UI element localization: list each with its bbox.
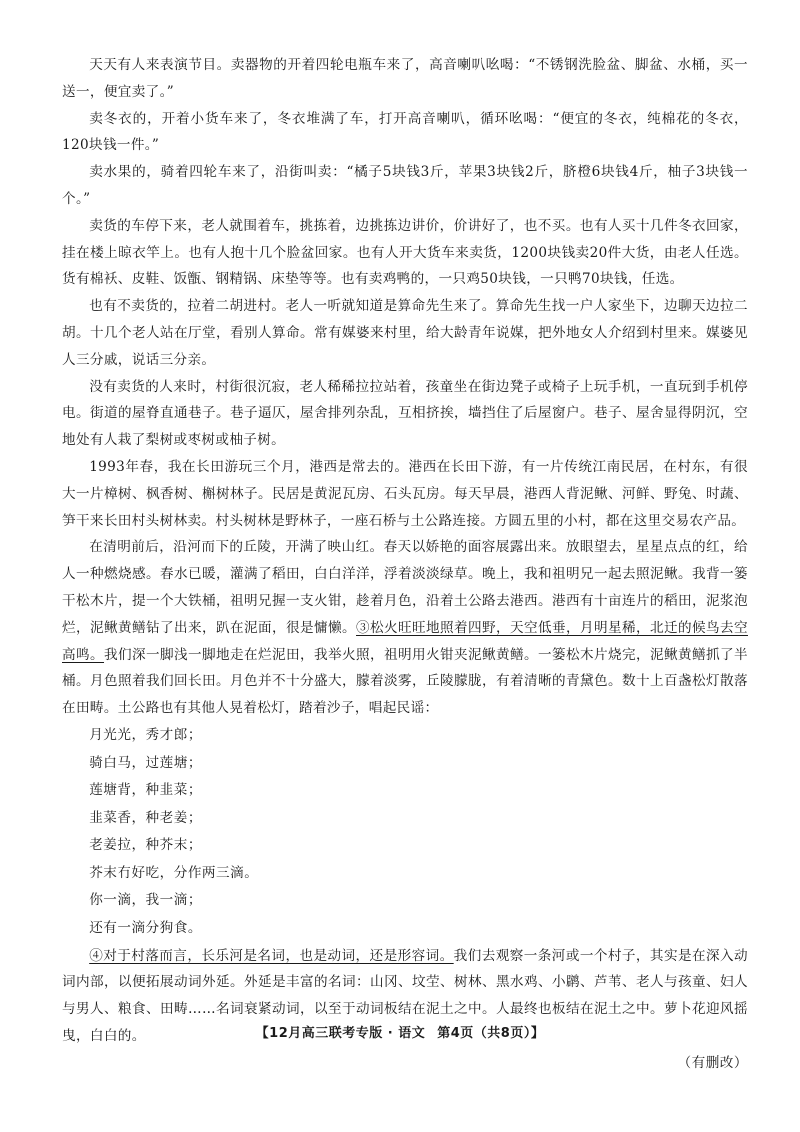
song-line: 你一滴，我一滴；	[89, 892, 202, 909]
song-line: 月光光，秀才郎；	[89, 726, 202, 743]
song-line: 芥末冇好吃，分作两三滴。	[89, 864, 259, 881]
folk-song	[62, 722, 748, 943]
paragraph-7: 1993年春，我在长田游玩三个月，港西是常去的。港西在长田下游，有一片传统江南民居，在村东，有很大一片樟树、枫香树、槲树林子。民居是黄泥瓦房、石头瓦房。每天早晨，港西人背泥鳅、河鲜、野兔、时蔬、笋干来长田村头树林卖。村头树林是野林子，一座石桥与土公路连接。方圆五里的小村，都在这里交易农产品。	[62, 458, 748, 529]
page-footer	[0, 1022, 800, 1041]
source-note: （有删改）	[677, 1054, 748, 1071]
paragraph-4: 卖货的车停下来，老人就围着车，挑拣着，边挑拣边讲价，价讲好了，也不买。也有人买十几件冬衣回家，挂在楼上晾衣竿上。也有人抱十几个脸盆回家。也有人开大货车来卖货，1200块钱卖20件大货，由老人任选。货有棉袄、皮鞋、饭甑、钢精锅、床垫等等。也有卖鸡鸭的，一只鸡50块钱，一只鸭70块钱，任选。	[62, 217, 748, 288]
song-line: 韭菜香，种老姜；	[89, 809, 202, 826]
footer-page-number: 第4页（共8页）】	[437, 1026, 545, 1041]
paragraph-1: 天天有人来表演节目。卖器物的开着四轮电瓶车来了，高音喇叭吆喝：“不锈钢洗脸盆、脚盆、水桶，买一送一，便宜卖了。”	[62, 57, 748, 100]
paragraph-last-text: 我们去观察一条河或一个村子，其实是在深入动词内部，以便拓展动词外延。外延是丰富的名词：山冈、坟茔、树林、黑水鸡、小䴙、芦苇、老人与孩童、妇人与男人、粮食、田畴……名词衰紧动词，以至于动词板结在泥土之中。人最终也板结在泥土之中。萝卜花迎风摇曳，白白的。	[62, 947, 748, 1045]
underlined-sentence-3: ③松火旺旺地照着四野，天空低垂，月明星稀，北迁的候鸟去空高鸣。	[62, 619, 748, 663]
paragraph-8-text-b: 我们深一脚浅一脚地走在烂泥田，我举火照，祖明用火钳夹泥鳅黄鳝。一篓松木片烧完，泥鳅黄鳝抓了半桶。月色照着我们回长田。月色并不十分盛大，朦着淡雾，丘陵朦胧，有着清晰的青黛色。数十上百盏松灯散落在田畴。土公路也有其他人晃着松灯，踏着沙子，唱起民谣：	[62, 646, 748, 717]
underlined-sentence-4: ④对于村落而言，长乐河是名词，也是动词，还是形容词。	[89, 947, 454, 964]
song-line: 还有一滴分狗食。	[89, 920, 202, 937]
song-line: 老姜拉，种芥末；	[89, 837, 202, 854]
song-line: 莲塘背，种韭菜；	[89, 782, 202, 799]
document-page	[62, 52, 748, 1076]
paragraph-2: 卖冬衣的，开着小货车来了，冬衣堆满了车，打开高音喇叭，循环吆喝：“便宜的冬衣，纯棉花的冬衣，120块钱一件。”	[62, 110, 748, 154]
paragraph-6: 没有卖货的人来时，村街很沉寂，老人稀稀拉拉站着，孩童坐在街边凳子或椅子上玩手机，一直玩到手机停电。街道的屋脊直通巷子。巷子逼仄，屋舍排列杂乱，互相挤挨，墙挡住了后屋窗户。巷子、屋舍显得阴沉，空地处有人栽了梨树或枣树或柚子树。	[62, 378, 748, 449]
song-line: 骑白马，过莲塘；	[89, 754, 202, 771]
paragraph-3: 卖水果的，骑着四轮车来了，沿街叫卖：“橘子5块钱3斤，苹果3块钱2斤，脐橙6块钱4斤，柚子3块钱一个。”	[62, 164, 748, 207]
footer-exam-title: 【12月高三联考专版 · 语文	[255, 1026, 426, 1041]
paragraph-5: 也有不卖货的，拉着二胡进村。老人一听就知道是算命先生来了。算命先生找一户人家坐下，边聊天边拉二胡。十几个老人站在厅堂，看别人算命。常有媒婆来村里，给大龄青年说媒，把外地女人介绍到村里来。媒婆见人三分戚，说话三分亲。	[62, 298, 748, 368]
paragraph-8	[62, 534, 748, 722]
paragraph-8-text-a: 在清明前后，沿河而下的丘陵，开满了映山红。春天以娇艳的面容展露出来。放眼望去，星星点点的红，给人一种燃烧感。春水已暖，灌满了稻田，白白洋洋，浮着淡淡绿草。晚上，我和祖明兄一起去照泥鳅。我背一篓干松木片，提一个大铁桶，祖明兄握一支火钳，趁着月色，沿着土公路去港西。港西有十亩连片的稻田，泥浆泡烂，泥鳅黄鳝钻了出来，趴在泥面，很是慵懒。	[62, 539, 748, 636]
